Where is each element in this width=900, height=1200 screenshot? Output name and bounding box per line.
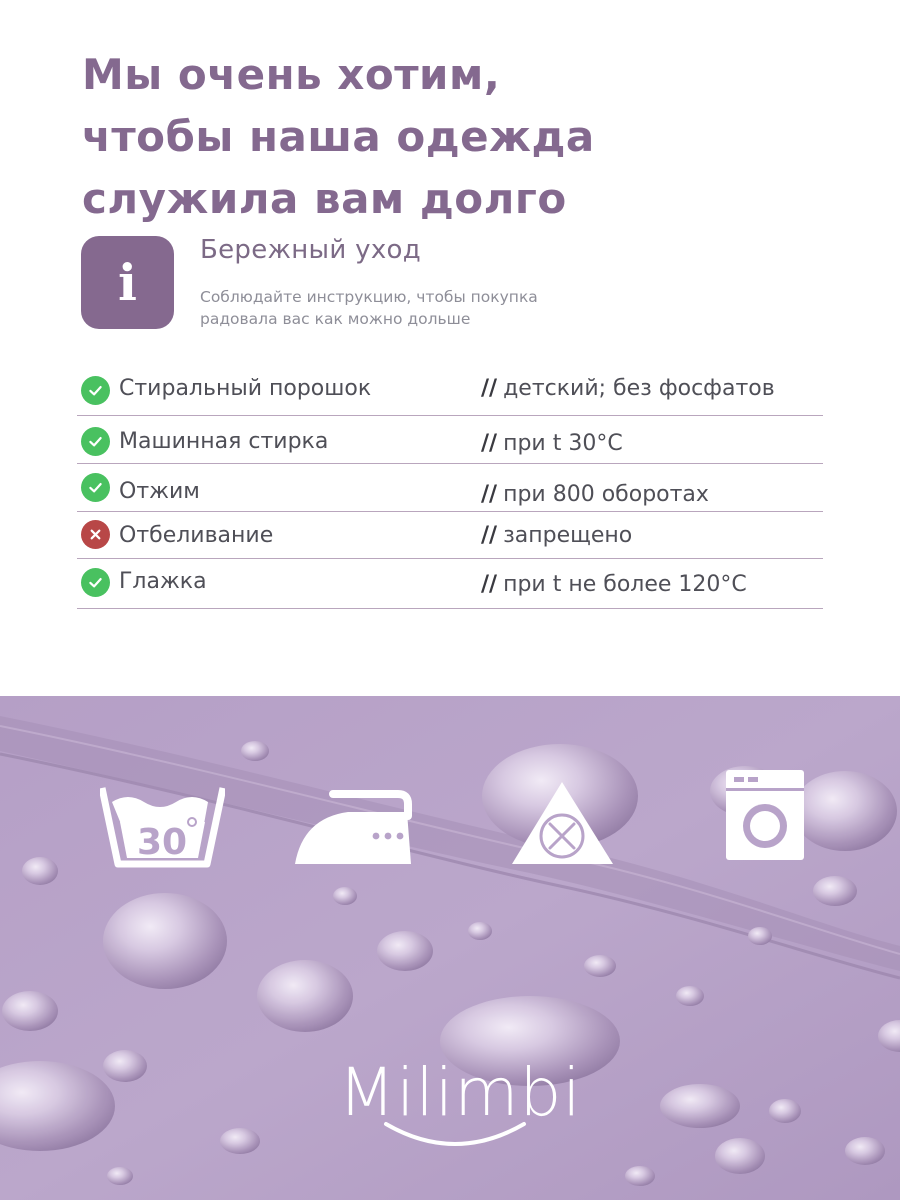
care-row bbox=[77, 559, 823, 609]
care-row-value-text: при t не более 120°C bbox=[503, 572, 747, 597]
care-table bbox=[77, 366, 823, 609]
care-row-label: Стиральный порошок bbox=[119, 376, 372, 401]
washing-machine-icon bbox=[726, 770, 804, 860]
headline-line: чтобы наша одежда bbox=[82, 112, 595, 161]
care-row-label: Глажка bbox=[119, 569, 207, 594]
care-row-value bbox=[481, 431, 623, 456]
separator: // bbox=[481, 482, 498, 507]
headline-line: служила вам долго bbox=[82, 174, 567, 223]
care-row-value bbox=[481, 523, 632, 548]
care-title: Бережный уход bbox=[200, 235, 422, 265]
info-icon bbox=[81, 236, 174, 329]
care-row bbox=[77, 416, 823, 464]
check-icon bbox=[81, 473, 110, 502]
separator: // bbox=[481, 376, 498, 401]
wash-temp-label: 30 bbox=[136, 822, 188, 863]
headline-line: Мы очень хотим, bbox=[82, 50, 501, 99]
care-row-value-text: при 800 оборотах bbox=[503, 482, 709, 507]
separator: // bbox=[481, 431, 498, 456]
care-row-value bbox=[481, 482, 709, 507]
care-row bbox=[77, 464, 823, 512]
care-row-value-text: запрещено bbox=[503, 523, 633, 548]
care-subtitle-line: Соблюдайте инструкцию, чтобы покупка bbox=[200, 288, 538, 306]
care-row-label: Отжим bbox=[119, 479, 200, 504]
no-bleach-icon bbox=[510, 780, 615, 866]
check-icon bbox=[81, 568, 110, 597]
care-row-label: Машинная стирка bbox=[119, 429, 329, 454]
care-subtitle bbox=[200, 286, 660, 330]
check-icon bbox=[81, 427, 110, 456]
cross-icon bbox=[81, 520, 110, 549]
fabric-photo bbox=[0, 696, 900, 1200]
care-row bbox=[77, 366, 823, 416]
wash-30-icon bbox=[100, 784, 225, 869]
care-subtitle-line: радовала вас как можно дольше bbox=[200, 310, 471, 328]
care-row bbox=[77, 512, 823, 559]
care-row-value bbox=[481, 572, 747, 597]
smile-icon bbox=[380, 1118, 530, 1148]
info-glyph: i bbox=[118, 252, 137, 312]
brand-logo: Milimbi bbox=[338, 1054, 582, 1131]
separator: // bbox=[481, 523, 498, 548]
care-row-value-text: при t 30°C bbox=[503, 431, 623, 456]
separator: // bbox=[481, 572, 498, 597]
care-row-value bbox=[481, 376, 775, 401]
care-row-label: Отбеливание bbox=[119, 523, 274, 548]
care-row-value-text: детский; без фосфатов bbox=[503, 376, 775, 401]
iron-icon bbox=[293, 788, 413, 866]
headline bbox=[82, 44, 842, 230]
check-icon bbox=[81, 376, 110, 405]
